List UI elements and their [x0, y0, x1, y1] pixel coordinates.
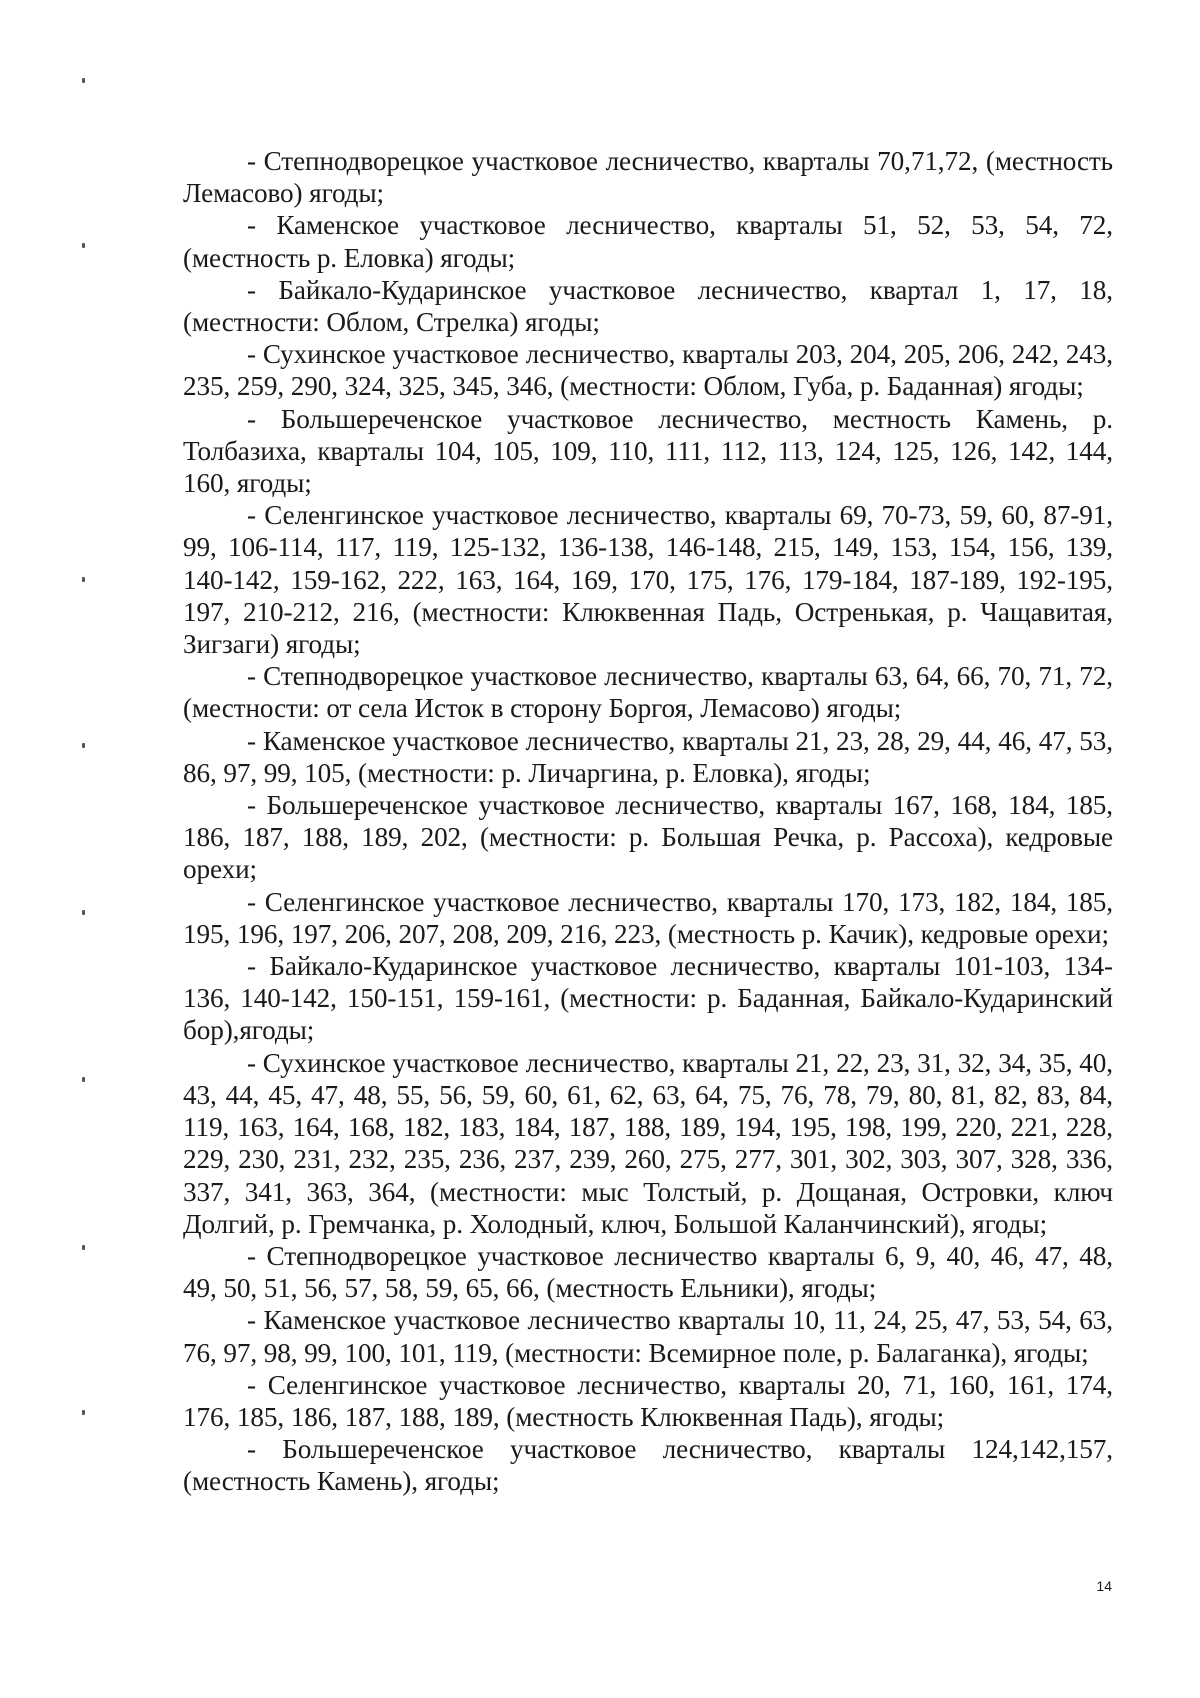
document-body: [183, 145, 1113, 1498]
paragraph: - Сухинское участковое лесничество, кварталы 203, 204, 205, 206, 242, 243, 235, 259, 290, 324, 325, 345, 346, (местности: Облом, Губа, р. Баданная) ягоды;: [183, 339, 1113, 402]
paragraph: - Большереченское участковое лесничество, кварталы 124,142,157, (местность Камень), ягоды;: [183, 1434, 1113, 1497]
paragraph: - Каменское участковое лесничество, кварталы 51, 52, 53, 54, 72, (местность р. Еловка) ягоды;: [183, 210, 1113, 273]
scan-artifact-mark: [82, 910, 85, 915]
paragraph: - Селенгинское участковое лесничество, кварталы 20, 71, 160, 161, 174, 176, 185, 186, 187, 188, 189, (местность Клюквенная Падь), ягоды;: [183, 1369, 1113, 1432]
paragraph: - Байкало-Кударинское участковое лесничество, кварталы 101-103, 134-136, 140-142, 150-151, 159-161, (местности: р. Баданная, Байкало-Кударинский бор),ягоды;: [183, 951, 1113, 1046]
paragraph: - Большереченское участковое лесничество, кварталы 167, 168, 184, 185, 186, 187, 188, 189, 202, (местности: р. Большая Речка, р. Рассоха), кедровые орехи;: [183, 790, 1113, 885]
paragraph: - Байкало-Кударинское участковое лесничество, квартал 1, 17, 18, (местности: Облом, Стрелка) ягоды;: [183, 274, 1113, 338]
scan-artifact-mark: [82, 1410, 85, 1415]
paragraph: - Каменское участковое лесничество кварталы 10, 11, 24, 25, 47, 53, 54, 63, 76, 97, 98, 99, 100, 101, 119, (местности: Всемирное поле, р. Балаганка), ягоды;: [183, 1305, 1113, 1368]
scan-artifact-mark: [82, 78, 85, 83]
paragraph: - Степнодворецкое участковое лесничество кварталы 6, 9, 40, 46, 47, 48, 49, 50, 51, 56, 57, 58, 59, 65, 66, (местность Ельники), ягоды;: [183, 1240, 1113, 1304]
scan-artifact-mark: [82, 243, 85, 248]
paragraph: - Каменское участковое лесничество, кварталы 21, 23, 28, 29, 44, 46, 47, 53, 86, 97, 99, 105, (местности: р. Личаргина, р. Еловка), ягоды;: [183, 725, 1113, 788]
scan-artifact-mark: [82, 1245, 85, 1250]
paragraph: - Селенгинское участковое лесничество, кварталы 69, 70-73, 59, 60, 87-91, 99, 106-114, 117, 119, 125-132, 136-138, 146-148, 215, 149, 153, 154, 156, 139, 140-142, 159-162, 222, 163, 164, 169, 170, 175, 176, 179-184, 187-189, 192-195, 197, 210-212, 216, (местности: Клюквенная Падь, Остренькая, р. Чащавитая, Зигзаги) ягоды;: [183, 500, 1113, 660]
paragraph: - Большереченское участковое лесничество, местность Камень, р. Толбазиха, кварталы 104, 105, 109, 110, 111, 112, 113, 124, 125, 126, 142, 144, 160, ягоды;: [183, 403, 1113, 499]
scan-artifact-mark: [82, 1077, 85, 1082]
scan-artifact-mark: [82, 743, 85, 748]
paragraph: - Сухинское участковое лесничество, кварталы 21, 22, 23, 31, 32, 34, 35, 40, 43, 44, 45, 47, 48, 55, 56, 59, 60, 61, 62, 63, 64, 75, 76, 78, 79, 80, 81, 82, 83, 84, 119, 163, 164, 168, 182, 183, 184, 187, 188, 189, 194, 195, 198, 199, 220, 221, 228, 229, 230, 231, 232, 235, 236, 237, 239, 260, 275, 277, 301, 302, 303, 307, 328, 336, 337, 341, 363, 364, (местности: мыс Толстый, р. Дощаная, Островки, ключ Долгий, р. Гремчанка, р. Холодный, ключ, Большой Каланчинский), ягоды;: [183, 1047, 1113, 1239]
page-number: 14: [1096, 1578, 1112, 1594]
paragraph: - Степнодворецкое участковое лесничество, кварталы 70,71,72, (местность Лемасово) ягоды;: [183, 146, 1113, 209]
paragraph: - Селенгинское участковое лесничество, кварталы 170, 173, 182, 184, 185, 195, 196, 197, 206, 207, 208, 209, 216, 223, (местность р. Качик), кедровые орехи;: [183, 886, 1113, 949]
scan-artifact-mark: [82, 577, 85, 582]
paragraph: - Степнодворецкое участковое лесничество, кварталы 63, 64, 66, 70, 71, 72, (местности: от села Исток в сторону Боргоя, Лемасово) ягоды;: [183, 661, 1113, 724]
